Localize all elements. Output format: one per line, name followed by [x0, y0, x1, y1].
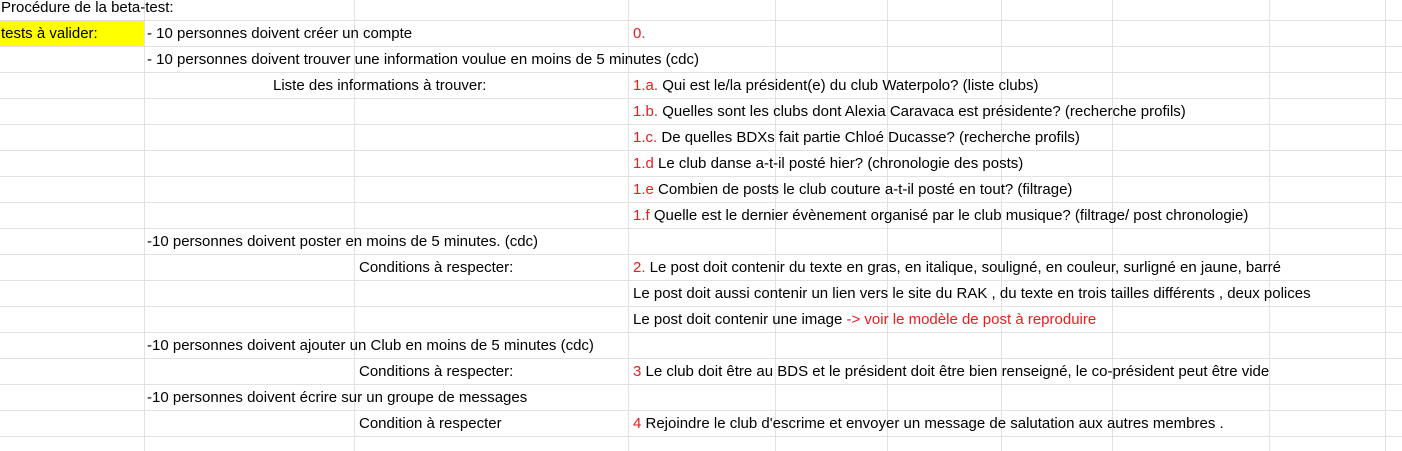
item-number: 1.d	[633, 155, 654, 172]
detail-cell[interactable]	[632, 99, 1186, 124]
item-text: Le club danse a-t-il posté hier? (chronologie des posts)	[653, 155, 1024, 172]
detail-cell[interactable]	[632, 255, 1281, 280]
task-text-cell[interactable]: - 10 personnes doivent créer un compte	[147, 25, 413, 42]
item-text: Le post doit contenir du texte en gras, en italique, souligné, en couleur, surligné en jaune, barré	[645, 259, 1281, 276]
item-link-note: -> voir le modèle de post à reproduire	[846, 311, 1097, 328]
condition-label-cell[interactable]: Condition à respecter	[359, 415, 502, 432]
detail-cell[interactable]	[632, 177, 1072, 202]
item-number: 4	[633, 415, 642, 432]
item-number: 1.c.	[633, 129, 658, 146]
item-text: Qui est le/la président(e) du club Waterpolo? (liste clubs)	[658, 77, 1039, 94]
item-text: Combien de posts le club couture a-t-il posté en tout? (filtrage)	[653, 181, 1073, 198]
detail-cell[interactable]	[632, 73, 1038, 98]
item-number: 1.f	[633, 207, 650, 224]
detail-cell[interactable]	[632, 203, 1248, 228]
task-text-cell[interactable]: -10 personnes doivent poster en moins de 5 minutes. (cdc)	[147, 233, 539, 250]
detail-cell[interactable]	[632, 411, 1224, 436]
item-number: 3	[633, 363, 642, 380]
item-text: De quelles BDXs fait partie Chloé Ducasse? (recherche profils)	[657, 129, 1080, 146]
item-number: 1.a.	[633, 77, 659, 94]
item-number: 2.	[633, 259, 646, 276]
detail-cell[interactable]	[632, 151, 1023, 176]
item-number: 1.b.	[633, 103, 659, 120]
detail-cell[interactable]	[632, 307, 1096, 332]
item-text: Le club doit être au BDS et le président doit être bien renseigné, le co-président peut être vide	[641, 363, 1270, 380]
item-number: 1.e	[633, 181, 654, 198]
item-text: Quelle est le dernier évènement organisé par le club musique? (filtrage/ post chronologie)	[649, 207, 1249, 224]
item-text: Quelles sont les clubs dont Alexia Caravaca est présidente? (recherche profils)	[658, 103, 1186, 120]
condition-label-cell[interactable]: Conditions à respecter:	[359, 363, 514, 380]
condition-label-cell[interactable]: Conditions à respecter:	[359, 259, 514, 276]
detail-cell[interactable]	[632, 125, 1080, 150]
task-text-cell[interactable]: -10 personnes doivent ajouter un Club en moins de 5 minutes (cdc)	[147, 337, 594, 354]
row-divider	[0, 436, 1402, 437]
detail-cell[interactable]: Le post doit aussi contenir un lien vers le site du RAK , du texte en trois tailles différents , deux polices	[633, 285, 1311, 302]
task-num-cell[interactable]: 0.	[633, 25, 646, 42]
item-text: Le post doit contenir une image	[633, 311, 847, 328]
condition-label-cell[interactable]: Liste des informations à trouver:	[273, 77, 487, 94]
tests-label-cell[interactable]: tests à valider:	[0, 21, 144, 46]
sheet-title-cell[interactable]: Procédure de la beta-test:	[1, 0, 174, 16]
detail-cell[interactable]	[632, 359, 1269, 384]
item-text: Rejoindre le club d'escrime et envoyer un message de salutation aux autres membres .	[641, 415, 1224, 432]
task-text-cell[interactable]: - 10 personnes doivent trouver une information voulue en moins de 5 minutes (cdc)	[147, 51, 699, 68]
task-text-cell[interactable]: -10 personnes doivent écrire sur un groupe de messages	[147, 389, 528, 406]
